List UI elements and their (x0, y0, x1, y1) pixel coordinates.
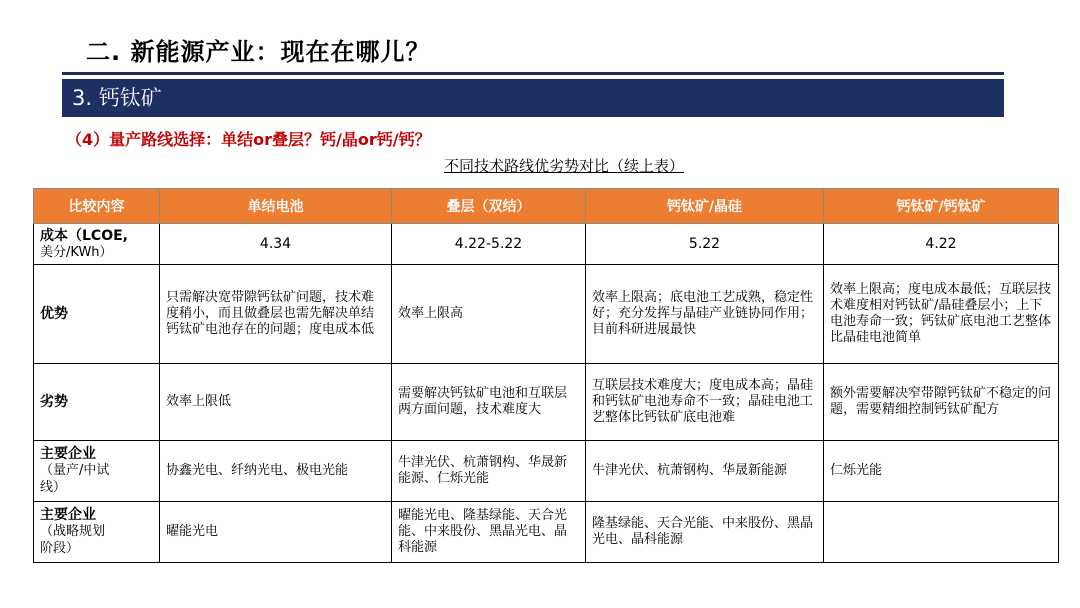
section-banner (62, 79, 1004, 117)
section-title: 3. 钙钛矿 (72, 86, 162, 110)
cost-tandem: 4.22-5.22 (392, 224, 586, 265)
header-perovskite-silicon: 钙钛矿/晶硅 (586, 189, 824, 224)
row-label-enterprises-plan-line2: （战略规划 (40, 524, 106, 539)
table-row-enterprises-plan (34, 502, 1059, 563)
table-row-cost (34, 224, 1059, 265)
enterprises-pilot-perovskite-silicon: 牛津光伏、杭萧钢构、华晟新能源 (586, 441, 824, 502)
row-label-cost-line1: 成本（LCOE, (40, 227, 128, 244)
enterprises-pilot-perovskite-perovskite: 仁烁光能 (824, 441, 1059, 502)
header-tandem: 叠层（双结） (392, 189, 586, 224)
advantage-perovskite-silicon: 效率上限高；底电池工艺成熟，稳定性好；充分发挥与晶硅产业链协同作用；目前科研进展最快 (586, 265, 824, 364)
table-caption-text: 不同技术路线优劣势对比（续上表） (443, 157, 684, 175)
table-row-disadvantage (34, 364, 1059, 441)
table-row-advantage (34, 265, 1059, 364)
row-label-enterprises-pilot-line1: 主要企业 (40, 446, 96, 462)
header-compare: 比较内容 (34, 189, 160, 224)
enterprises-pilot-tandem: 牛津光伏、杭萧钢构、华晟新能源、仁烁光能 (392, 441, 586, 502)
table-caption (0, 155, 1080, 176)
row-label-enterprises-pilot-line2: （量产/中试 (40, 463, 110, 478)
row-label-enterprises-pilot (34, 441, 160, 502)
advantage-perovskite-perovskite: 效率上限高；度电成本最低；互联层技术难度相对钙钛矿/晶硅叠层小；上下电池寿命一致；钙钛矿底电池工艺整体比晶硅电池简单 (824, 265, 1059, 364)
cost-perovskite-silicon: 5.22 (586, 224, 824, 265)
page-title: 二. 新能源产业：现在在哪儿？ (86, 38, 431, 66)
row-label-advantage: 优势 (34, 265, 160, 364)
row-label-enterprises-plan-line3: 阶段） (40, 541, 80, 556)
row-label-enterprises-plan-line1: 主要企业 (40, 507, 96, 523)
cost-single: 4.34 (160, 224, 392, 265)
advantage-tandem: 效率上限高 (392, 265, 586, 364)
disadvantage-perovskite-silicon: 互联层技术难度大；度电成本高；晶硅和钙钛矿电池寿命不一致；晶硅电池工艺整体比钙钛矿底电池难 (586, 364, 824, 441)
enterprises-plan-perovskite-perovskite (824, 502, 1059, 563)
table-row-enterprises-pilot (34, 441, 1059, 502)
disadvantage-perovskite-perovskite: 额外需要解决窄带隙钙钛矿不稳定的问题，需要精细控制钙钛矿配方 (824, 364, 1059, 441)
enterprises-plan-tandem: 曜能光电、隆基绿能、天合光能、中来股份、黑晶光电、晶科能源 (392, 502, 586, 563)
row-label-enterprises-plan (34, 502, 160, 563)
advantage-single: 只需解决宽带隙钙钛矿问题，技术难度稍小，而且做叠层也需先解决单结钙钛矿电池存在的问题；度电成本低 (160, 265, 392, 364)
disadvantage-tandem: 需要解决钙钛矿电池和互联层两方面问题，技术难度大 (392, 364, 586, 441)
header-perovskite-perovskite: 钙钛矿/钙钛矿 (824, 189, 1059, 224)
row-label-disadvantage: 劣势 (34, 364, 160, 441)
row-label-cost (34, 224, 160, 265)
row-label-cost-line2: 美分/KWh） (40, 244, 113, 260)
enterprises-plan-perovskite-silicon: 隆基绿能、天合光能、中来股份、黑晶光电、晶科能源 (586, 502, 824, 563)
row-label-enterprises-pilot-line3: 线） (40, 480, 67, 495)
table-header-row (34, 189, 1059, 224)
enterprises-pilot-single: 协鑫光电、纤纳光电、极电光能 (160, 441, 392, 502)
enterprises-plan-single: 曜能光电 (160, 502, 392, 563)
header-single-junction: 单结电池 (160, 189, 392, 224)
cost-perovskite-perovskite: 4.22 (824, 224, 1059, 265)
subheading: （4）量产路线选择：单结or叠层？钙/晶or钙/钙？ (66, 130, 431, 149)
comparison-table (33, 188, 1059, 563)
disadvantage-single: 效率上限低 (160, 364, 392, 441)
title-divider (62, 72, 1004, 75)
